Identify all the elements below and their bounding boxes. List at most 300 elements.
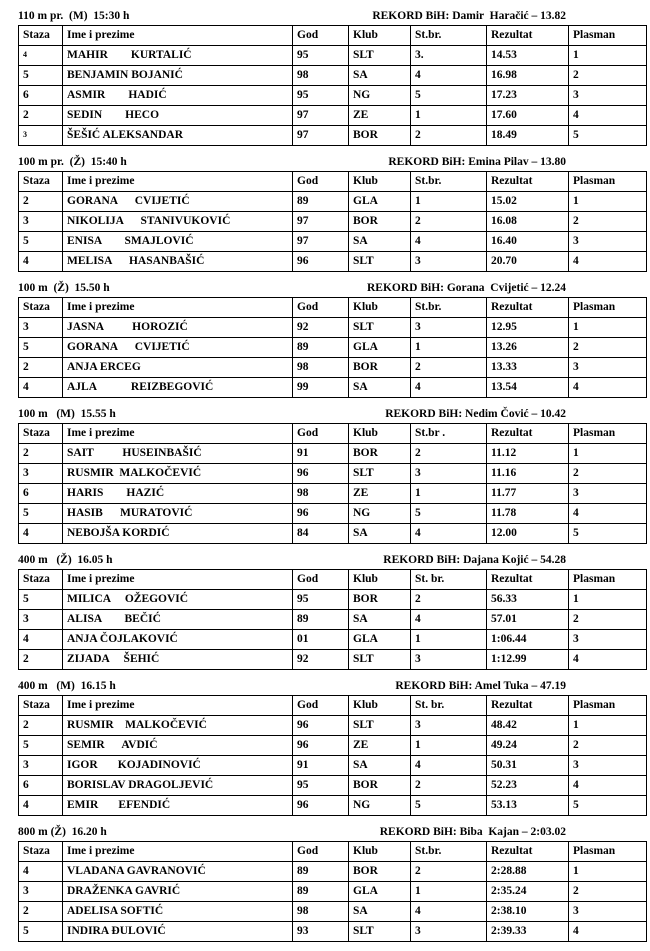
table-row — [19, 232, 647, 252]
cell-club: BOR — [349, 358, 411, 378]
cell-name: MELISA HASANBAŠIĆ — [63, 252, 293, 272]
cell-startnumber: 1 — [411, 882, 487, 902]
table-header-row — [19, 172, 647, 192]
event-header — [18, 10, 636, 22]
cell-name: NIKOLIJA STANIVUKOVIĆ — [63, 212, 293, 232]
cell-name: DRAŽENKA GAVRIĆ — [63, 882, 293, 902]
cell-year: 96 — [293, 716, 349, 736]
event-title: 110 m pr. (M) 15:30 h — [18, 10, 130, 22]
column-header: Plasman — [569, 570, 647, 590]
cell-startnumber: 3. — [411, 46, 487, 66]
table-header-row — [19, 424, 647, 444]
cell-placement: 2 — [569, 66, 647, 86]
cell-placement: 2 — [569, 212, 647, 232]
table-row — [19, 252, 647, 272]
column-header: Staza — [19, 424, 63, 444]
cell-startnumber: 3 — [411, 318, 487, 338]
cell-year: 89 — [293, 338, 349, 358]
cell-placement: 4 — [569, 504, 647, 524]
cell-name: ANJA ERCEG — [63, 358, 293, 378]
table-row — [19, 716, 647, 736]
event-title: 400 m (M) 16.15 h — [18, 680, 116, 692]
results-table — [18, 25, 647, 146]
event-block — [18, 156, 636, 272]
cell-result: 16.40 — [487, 232, 569, 252]
table-row — [19, 862, 647, 882]
event-title: 400 m (Ž) 16.05 h — [18, 554, 113, 566]
event-record: REKORD BiH: Damir Haračić – 13.82 — [372, 10, 566, 22]
cell-result: 16.98 — [487, 66, 569, 86]
column-header: God — [293, 298, 349, 318]
cell-club: GLA — [349, 882, 411, 902]
cell-lane: 3 — [19, 756, 63, 776]
cell-placement: 4 — [569, 776, 647, 796]
cell-result: 2:38.10 — [487, 902, 569, 922]
column-header: St. br. — [411, 570, 487, 590]
cell-name: GORANA CVIJETIĆ — [63, 192, 293, 212]
cell-year: 91 — [293, 756, 349, 776]
table-row — [19, 318, 647, 338]
cell-name: ASMIR HADIĆ — [63, 86, 293, 106]
cell-club: ZE — [349, 106, 411, 126]
cell-result: 1:12.99 — [487, 650, 569, 670]
column-header: Ime i prezime — [63, 570, 293, 590]
cell-result: 14.53 — [487, 46, 569, 66]
cell-result: 52.23 — [487, 776, 569, 796]
cell-result: 2:39.33 — [487, 922, 569, 942]
cell-result: 11.16 — [487, 464, 569, 484]
cell-year: 98 — [293, 484, 349, 504]
cell-year: 89 — [293, 862, 349, 882]
results-table — [18, 297, 647, 398]
column-header: Staza — [19, 570, 63, 590]
cell-club: ZE — [349, 484, 411, 504]
cell-placement: 1 — [569, 46, 647, 66]
table-row — [19, 126, 647, 146]
cell-placement: 5 — [569, 796, 647, 816]
cell-year: 93 — [293, 922, 349, 942]
table-row — [19, 86, 647, 106]
cell-name: ZIJADA ŠEHIĆ — [63, 650, 293, 670]
event-header — [18, 554, 636, 566]
column-header: St.br. — [411, 842, 487, 862]
cell-club: SA — [349, 232, 411, 252]
cell-name: ENISA SMAJLOVIĆ — [63, 232, 293, 252]
event-title: 100 m (M) 15.55 h — [18, 408, 116, 420]
column-header: Klub — [349, 696, 411, 716]
cell-name: INDIRA ĐULOVIĆ — [63, 922, 293, 942]
cell-result: 50.31 — [487, 756, 569, 776]
cell-startnumber: 2 — [411, 590, 487, 610]
table-row — [19, 902, 647, 922]
cell-placement: 1 — [569, 590, 647, 610]
event-record: REKORD BiH: Emina Pilav – 13.80 — [388, 156, 566, 168]
cell-year: 96 — [293, 252, 349, 272]
cell-result: 1:06.44 — [487, 630, 569, 650]
cell-placement: 4 — [569, 650, 647, 670]
cell-startnumber: 3 — [411, 716, 487, 736]
cell-year: 89 — [293, 610, 349, 630]
cell-name: ALISA BEČIĆ — [63, 610, 293, 630]
cell-startnumber: 3 — [411, 464, 487, 484]
cell-result: 20.70 — [487, 252, 569, 272]
cell-club: BOR — [349, 862, 411, 882]
cell-lane: 2 — [19, 192, 63, 212]
column-header: God — [293, 172, 349, 192]
cell-placement: 3 — [569, 358, 647, 378]
cell-placement: 3 — [569, 756, 647, 776]
cell-name: HARIS HAZIĆ — [63, 484, 293, 504]
cell-result: 17.23 — [487, 86, 569, 106]
cell-club: SA — [349, 902, 411, 922]
column-header: Klub — [349, 842, 411, 862]
table-row — [19, 504, 647, 524]
cell-startnumber: 1 — [411, 192, 487, 212]
cell-year: 97 — [293, 232, 349, 252]
table-header-row — [19, 26, 647, 46]
cell-name: BORISLAV DRAGOLJEVIĆ — [63, 776, 293, 796]
column-header: Rezultat — [487, 696, 569, 716]
results-table — [18, 569, 647, 670]
table-row — [19, 464, 647, 484]
column-header: God — [293, 570, 349, 590]
cell-name: EMIR EFENDIĆ — [63, 796, 293, 816]
cell-startnumber: 3 — [411, 252, 487, 272]
table-row — [19, 610, 647, 630]
column-header: Klub — [349, 172, 411, 192]
cell-startnumber: 1 — [411, 484, 487, 504]
column-header: Ime i prezime — [63, 298, 293, 318]
cell-year: 01 — [293, 630, 349, 650]
table-row — [19, 358, 647, 378]
cell-lane: 2 — [19, 444, 63, 464]
table-row — [19, 378, 647, 398]
cell-startnumber: 4 — [411, 232, 487, 252]
cell-club: SLT — [349, 464, 411, 484]
column-header: Ime i prezime — [63, 424, 293, 444]
cell-placement: 2 — [569, 610, 647, 630]
cell-club: SLT — [349, 46, 411, 66]
event-header — [18, 156, 636, 168]
cell-result: 49.24 — [487, 736, 569, 756]
column-header: Plasman — [569, 26, 647, 46]
table-row — [19, 736, 647, 756]
cell-placement: 4 — [569, 252, 647, 272]
cell-startnumber: 2 — [411, 444, 487, 464]
cell-placement: 4 — [569, 922, 647, 942]
column-header: Klub — [349, 26, 411, 46]
table-row — [19, 524, 647, 544]
cell-lane: 4 — [19, 252, 63, 272]
cell-year: 97 — [293, 106, 349, 126]
cell-year: 92 — [293, 650, 349, 670]
event-block — [18, 680, 636, 816]
cell-result: 12.00 — [487, 524, 569, 544]
event-header — [18, 408, 636, 420]
cell-startnumber: 5 — [411, 86, 487, 106]
results-table — [18, 423, 647, 544]
cell-name: RUSMIR MALKOČEVIĆ — [63, 464, 293, 484]
column-header: Rezultat — [487, 424, 569, 444]
column-header: Ime i prezime — [63, 26, 293, 46]
cell-name: VLADANA GAVRANOVIĆ — [63, 862, 293, 882]
cell-placement: 3 — [569, 484, 647, 504]
cell-name: SEMIR AVDIĆ — [63, 736, 293, 756]
table-row — [19, 922, 647, 942]
cell-year: 96 — [293, 464, 349, 484]
event-record: REKORD BiH: Dajana Kojić – 54.28 — [383, 554, 566, 566]
table-header-row — [19, 298, 647, 318]
cell-year: 91 — [293, 444, 349, 464]
cell-year: 95 — [293, 86, 349, 106]
table-header-row — [19, 696, 647, 716]
event-header — [18, 680, 636, 692]
cell-lane: 3 — [19, 318, 63, 338]
cell-name: IGOR KOJADINOVIĆ — [63, 756, 293, 776]
cell-placement: 2 — [569, 464, 647, 484]
cell-lane: 4 — [19, 630, 63, 650]
cell-year: 96 — [293, 736, 349, 756]
cell-startnumber: 4 — [411, 66, 487, 86]
column-header: Plasman — [569, 172, 647, 192]
cell-lane: 2 — [19, 902, 63, 922]
cell-club: GLA — [349, 338, 411, 358]
column-header: God — [293, 424, 349, 444]
cell-year: 99 — [293, 378, 349, 398]
cell-startnumber: 3 — [411, 922, 487, 942]
cell-lane: 2 — [19, 106, 63, 126]
cell-club: NG — [349, 796, 411, 816]
results-table — [18, 171, 647, 272]
cell-result: 13.33 — [487, 358, 569, 378]
cell-year: 97 — [293, 212, 349, 232]
cell-club: NG — [349, 504, 411, 524]
cell-club: SA — [349, 378, 411, 398]
cell-placement: 3 — [569, 86, 647, 106]
cell-startnumber: 3 — [411, 650, 487, 670]
column-header: Plasman — [569, 298, 647, 318]
cell-placement: 2 — [569, 338, 647, 358]
cell-result: 18.49 — [487, 126, 569, 146]
events-container — [18, 10, 636, 942]
table-row — [19, 650, 647, 670]
cell-placement: 3 — [569, 232, 647, 252]
cell-year: 98 — [293, 902, 349, 922]
results-table — [18, 695, 647, 816]
cell-name: RUSMIR MALKOČEVIĆ — [63, 716, 293, 736]
cell-lane: 4 — [19, 862, 63, 882]
cell-club: GLA — [349, 630, 411, 650]
event-title: 100 m (Ž) 15.50 h — [18, 282, 110, 294]
cell-result: 2:28.88 — [487, 862, 569, 882]
cell-result: 2:35.24 — [487, 882, 569, 902]
table-row — [19, 192, 647, 212]
cell-name: BENJAMIN BOJANIĆ — [63, 66, 293, 86]
event-record: REKORD BiH: Nedim Čović – 10.42 — [385, 408, 566, 420]
cell-club: SLT — [349, 922, 411, 942]
cell-lane: 4 — [19, 46, 63, 66]
cell-lane: 6 — [19, 86, 63, 106]
column-header: Plasman — [569, 842, 647, 862]
results-table — [18, 841, 647, 942]
table-row — [19, 338, 647, 358]
table-header-row — [19, 570, 647, 590]
cell-result: 56.33 — [487, 590, 569, 610]
event-record: REKORD BiH: Biba Kajan – 2:03.02 — [379, 826, 566, 838]
table-header-row — [19, 842, 647, 862]
cell-club: GLA — [349, 192, 411, 212]
cell-startnumber: 1 — [411, 630, 487, 650]
column-header: Klub — [349, 570, 411, 590]
cell-lane: 3 — [19, 212, 63, 232]
cell-name: MILICA OŽEGOVIĆ — [63, 590, 293, 610]
event-title: 800 m (Ž) 16.20 h — [18, 826, 107, 838]
column-header: St.br. — [411, 172, 487, 192]
cell-placement: 5 — [569, 524, 647, 544]
table-row — [19, 212, 647, 232]
cell-name: AJLA REIZBEGOVIĆ — [63, 378, 293, 398]
cell-lane: 5 — [19, 504, 63, 524]
cell-club: BOR — [349, 776, 411, 796]
column-header: Staza — [19, 172, 63, 192]
cell-club: SA — [349, 610, 411, 630]
cell-placement: 3 — [569, 902, 647, 922]
column-header: Rezultat — [487, 570, 569, 590]
cell-startnumber: 2 — [411, 126, 487, 146]
cell-lane: 5 — [19, 338, 63, 358]
cell-startnumber: 1 — [411, 338, 487, 358]
column-header: Staza — [19, 298, 63, 318]
cell-lane: 2 — [19, 650, 63, 670]
column-header: Plasman — [569, 696, 647, 716]
cell-name: MAHIR KURTALIĆ — [63, 46, 293, 66]
cell-startnumber: 2 — [411, 862, 487, 882]
cell-club: BOR — [349, 126, 411, 146]
event-block — [18, 282, 636, 398]
event-record: REKORD BiH: Gorana Cvijetić – 12.24 — [367, 282, 566, 294]
table-row — [19, 796, 647, 816]
cell-lane: 4 — [19, 378, 63, 398]
cell-result: 13.54 — [487, 378, 569, 398]
cell-club: SA — [349, 524, 411, 544]
cell-year: 95 — [293, 776, 349, 796]
cell-startnumber: 4 — [411, 524, 487, 544]
cell-year: 97 — [293, 126, 349, 146]
cell-lane: 3 — [19, 610, 63, 630]
table-row — [19, 776, 647, 796]
event-record: REKORD BiH: Amel Tuka – 47.19 — [395, 680, 566, 692]
cell-year: 96 — [293, 504, 349, 524]
table-row — [19, 66, 647, 86]
cell-startnumber: 1 — [411, 736, 487, 756]
cell-result: 16.08 — [487, 212, 569, 232]
cell-result: 13.26 — [487, 338, 569, 358]
event-block — [18, 826, 636, 942]
column-header: St.br . — [411, 424, 487, 444]
cell-year: 95 — [293, 46, 349, 66]
table-row — [19, 444, 647, 464]
cell-year: 84 — [293, 524, 349, 544]
cell-lane: 5 — [19, 922, 63, 942]
event-header — [18, 826, 636, 838]
column-header: Plasman — [569, 424, 647, 444]
column-header: Klub — [349, 424, 411, 444]
cell-club: NG — [349, 86, 411, 106]
cell-result: 11.77 — [487, 484, 569, 504]
column-header: Staza — [19, 842, 63, 862]
cell-club: BOR — [349, 444, 411, 464]
cell-placement: 4 — [569, 378, 647, 398]
cell-year: 89 — [293, 882, 349, 902]
cell-placement: 3 — [569, 630, 647, 650]
cell-lane: 3 — [19, 882, 63, 902]
column-header: St.br. — [411, 26, 487, 46]
cell-lane: 6 — [19, 484, 63, 504]
cell-startnumber: 4 — [411, 756, 487, 776]
cell-name: SEDIN HECO — [63, 106, 293, 126]
cell-year: 95 — [293, 590, 349, 610]
cell-lane: 5 — [19, 66, 63, 86]
event-title: 100 m pr. (Ž) 15:40 h — [18, 156, 127, 168]
cell-placement: 2 — [569, 882, 647, 902]
cell-placement: 1 — [569, 862, 647, 882]
cell-placement: 1 — [569, 318, 647, 338]
cell-placement: 5 — [569, 126, 647, 146]
cell-club: BOR — [349, 590, 411, 610]
column-header: St. br. — [411, 696, 487, 716]
cell-year: 98 — [293, 358, 349, 378]
table-row — [19, 106, 647, 126]
cell-name: HASIB MURATOVIĆ — [63, 504, 293, 524]
column-header: God — [293, 26, 349, 46]
event-block — [18, 554, 636, 670]
cell-year: 92 — [293, 318, 349, 338]
cell-name: GORANA CVIJETIĆ — [63, 338, 293, 358]
column-header: St.br. — [411, 298, 487, 318]
event-block — [18, 10, 636, 146]
cell-club: SLT — [349, 318, 411, 338]
cell-startnumber: 4 — [411, 610, 487, 630]
table-row — [19, 882, 647, 902]
table-row — [19, 46, 647, 66]
column-header: Rezultat — [487, 26, 569, 46]
cell-club: SLT — [349, 716, 411, 736]
column-header: Rezultat — [487, 298, 569, 318]
column-header: Klub — [349, 298, 411, 318]
cell-result: 53.13 — [487, 796, 569, 816]
column-header: Staza — [19, 696, 63, 716]
cell-startnumber: 1 — [411, 106, 487, 126]
cell-name: ADELISA SOFTIĆ — [63, 902, 293, 922]
column-header: Ime i prezime — [63, 842, 293, 862]
cell-result: 48.42 — [487, 716, 569, 736]
cell-lane: 6 — [19, 776, 63, 796]
column-header: Staza — [19, 26, 63, 46]
cell-lane: 3 — [19, 126, 63, 146]
cell-startnumber: 5 — [411, 796, 487, 816]
column-header: Ime i prezime — [63, 172, 293, 192]
column-header: Rezultat — [487, 172, 569, 192]
cell-lane: 4 — [19, 796, 63, 816]
cell-name: ŠEŠIĆ ALEKSANDAR — [63, 126, 293, 146]
cell-lane: 5 — [19, 590, 63, 610]
cell-startnumber: 2 — [411, 212, 487, 232]
cell-club: ZE — [349, 736, 411, 756]
cell-club: SA — [349, 66, 411, 86]
column-header: Rezultat — [487, 842, 569, 862]
cell-placement: 1 — [569, 716, 647, 736]
cell-placement: 1 — [569, 192, 647, 212]
